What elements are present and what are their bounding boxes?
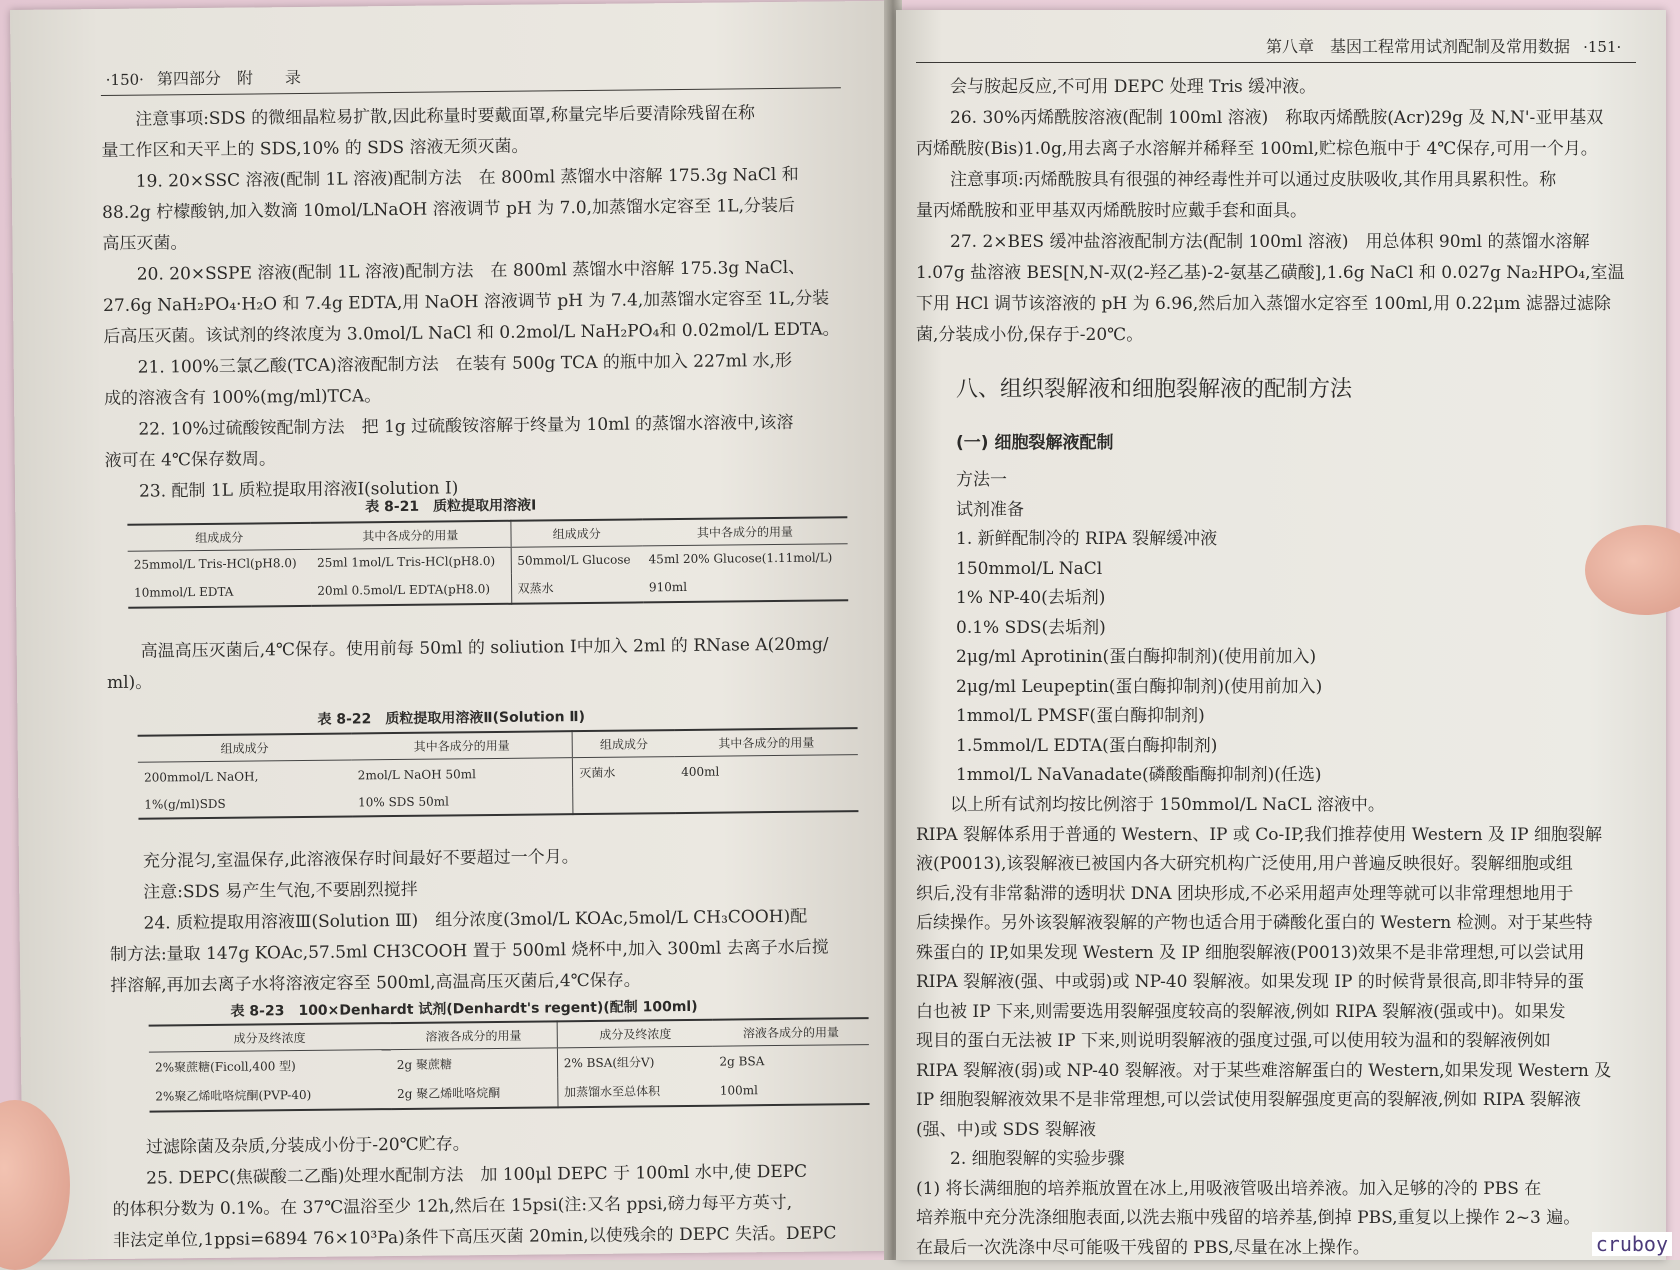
table-cell: 45ml 20% Glucose(1.11mol/L): [648, 550, 833, 567]
text-line: 2μg/ml Leupeptin(蛋白酶抑制剂)(使用前加入): [956, 676, 1323, 697]
subsection-title: (一) 细胞裂解液配制: [956, 433, 1114, 453]
text-line: 27.6g NaH₂PO₄·H₂O 和 7.4g EDTA,用 NaOH 溶液调节 pH 为 7.4,加蒸馏水定容至 1L,分装: [103, 288, 830, 317]
table-8-23-caption: 表 8-23 100×Denhardt 试剂(Denhardt's regent)(配制 100ml): [230, 998, 698, 1020]
text-line: 非法定单位,1ppsi=6894 76×10³Pa)条件下高压灭菌 20min,以使残余的 DEPC 失活。DEPC: [112, 1223, 837, 1251]
table-cell: 20ml 0.5mol/L EDTA(pH8.0): [317, 581, 491, 598]
table-cell: 2%聚乙烯吡咯烷酮(PVP-40): [155, 1087, 312, 1104]
table-8-22: [138, 727, 859, 820]
experiment-steps: [916, 1145, 1580, 1263]
table-cell: 2g 聚乙烯吡咯烷酮: [397, 1085, 501, 1102]
table-cell: [675, 784, 858, 813]
left-part-title: 第四部分 附 录: [156, 67, 302, 89]
right-page: [896, 10, 1666, 1260]
text-line: 以上所有试剂均按比例溶于 150mmol/L NaCL 溶液中。: [950, 795, 1385, 815]
text-line: 19. 20×SSC 溶液(配制 1L 溶液)配制方法 在 800ml 蒸馏水中溶解 175.3g NaCl 和: [135, 164, 799, 192]
table-header-cell: 成分及终浓度: [149, 1023, 391, 1052]
table-8-21: [127, 516, 848, 609]
table-cell: 25mmol/L Tris-HCl(pH8.0): [133, 556, 297, 572]
reagent-list: [956, 466, 1322, 791]
table-header-cell: 成分及终浓度: [557, 1020, 714, 1048]
text-line: 白也被 IP 下来,则需要选用裂解强度较高的裂解液,例如 RIPA 裂解液(强或中)。如果发: [916, 1001, 1566, 1022]
text-line: 24. 质粒提取用溶液Ⅲ(Solution Ⅲ) 组分浓度(3mol/L KOAc,5mol/L CH₃COOH)配: [143, 906, 808, 934]
table-header-cell: 溶液各成分的用量: [390, 1021, 557, 1049]
text-line: 现目的蛋白无法被 IP 下来,则说明裂解液的强度过强,可以使用较为温和的裂解液例如: [916, 1031, 1551, 1051]
text-line: 成的溶液含有 100%(mg/ml)TCA。: [103, 386, 382, 410]
text-line: RIPA 裂解液(强、中或弱)或 NP-40 裂解液。如果发现 IP 的时候背景很高,即非特异的蛋: [916, 972, 1585, 992]
text-line: 高温高压灭菌后,4℃保存。使用前每 50ml 的 soliution Ⅰ中加入 2ml 的 RNase A(20mg/: [140, 634, 829, 662]
table-cell: 400ml: [681, 764, 720, 779]
text-line: 量丙烯酰胺和亚甲基双丙烯酰胺时应戴手套和面具。: [916, 201, 1307, 221]
watermark: cruboy: [1592, 1232, 1672, 1256]
right-chapter-title: 第八章 基因工程常用试剂配制及常用数据: [1266, 37, 1571, 56]
text-line: 1.5mmol/L EDTA(蛋白酶抑制剂): [956, 735, 1218, 756]
text-line: 21. 100%三氯乙酸(TCA)溶液配制方法 在装有 500g TCA 的瓶中加入 227ml 水,形: [137, 350, 793, 378]
table-cell: 200mmol/L NaOH,: [143, 768, 259, 785]
table-cell: [573, 786, 676, 814]
table-cell: 100ml: [719, 1082, 758, 1098]
text-line: 注意事项:丙烯酰胺具有很强的神经毒性并可以通过皮肤吸收,其作用具累积性。称: [950, 170, 1557, 190]
text-line: 殊蛋白的 IP,如果发现 Western 及 IP 细胞裂解液(P0013)效果不是非常理想,可以尝试用: [916, 942, 1585, 963]
text-line: 88.2g 柠檬酸钠,加入数滴 10mol/LNaOH 溶液调节 pH 为 7.0,加蒸馏水定容至 1L,分装后: [102, 195, 796, 224]
section-title: 八、组织裂解液和细胞裂解液的配制方法: [956, 377, 1353, 402]
table-header-cell: 溶液各成分的用量: [713, 1018, 869, 1046]
table-header-cell: 组成成分: [510, 519, 642, 547]
left-text-block-4: [112, 1125, 837, 1257]
table-cell: 2% BSA(组分Ⅴ): [557, 1046, 714, 1077]
text-line: 量工作区和天平上的 SDS,10% 的 SDS 溶液无须灭菌。: [101, 136, 529, 162]
text-line: 1mmol/L PMSF(蛋白酶抑制剂): [956, 706, 1205, 726]
table-cell: 25ml 1mol/L Tris-HCl(pH8.0): [316, 553, 496, 570]
text-line: 制方法:量取 147g KOAc,57.5ml CH3COOH 置于 500ml 烧杯中,加入 300ml 去离子水后搅: [109, 937, 829, 966]
table-8-23: [149, 1017, 870, 1113]
right-page-header: [1266, 34, 1621, 57]
text-line: 过滤除菌及杂质,分装成小份于-20℃贮存。: [145, 1134, 470, 1158]
table-cell: 灭菌水: [573, 757, 676, 788]
text-line: 在最后一次洗涤中尽可能吸干残留的 PBS,尽量在冰上操作。: [916, 1237, 1370, 1258]
table-row: [149, 1074, 869, 1112]
text-line: 2μg/ml Aprotinin(蛋白酶抑制剂)(使用前加入): [956, 647, 1317, 667]
table-cell: 10mmol/L EDTA: [134, 584, 234, 600]
table-8-21-caption: 表 8-21 质粒提取用溶液Ⅰ: [365, 497, 537, 516]
text-line: 22. 10%过硫酸铵配制方法 把 1g 过硫酸铵溶解于终量为 10ml 的蒸馏水溶液中,该溶: [138, 412, 794, 440]
table-cell: 双蒸水: [511, 572, 643, 603]
left-page-number: ·150·: [105, 70, 145, 90]
table-cell: 加蒸馏水至总体积: [557, 1076, 714, 1108]
text-line: 试剂准备: [956, 499, 1024, 520]
text-line: 后续操作。另外该裂解液裂解的产物也适合用于磷酸化蛋白的 Western 检测。对于某些特: [916, 913, 1593, 933]
table-header-cell: 其中各成分的用量: [311, 521, 511, 550]
table-cell: 2%聚蔗糖(Ficoll,400 型): [155, 1059, 296, 1075]
table-cell: 910ml: [648, 579, 688, 594]
header-rule: [916, 62, 1636, 63]
text-line: 拌溶解,再加去离子水将溶液定容至 500ml,高温高压灭菌后,4℃保存。: [110, 970, 641, 997]
table-header-cell: 其中各成分的用量: [675, 728, 858, 756]
left-page: [10, 1, 903, 1260]
right-text-block-1: [916, 72, 1624, 351]
text-line: 150mmol/L NaCl: [956, 558, 1103, 579]
text-line: 1mmol/L NaVanadate(磷酸酯酶抑制剂)(任选): [956, 765, 1322, 785]
table-header-cell: 组成成分: [127, 523, 311, 551]
table-cell: 10% SDS 50ml: [357, 794, 449, 810]
left-text-block-1: [101, 97, 841, 508]
left-page-header: [106, 65, 302, 90]
text-line: 0.1% SDS(去垢剂): [956, 617, 1106, 638]
table-row: [128, 570, 848, 608]
text-line: 织后,没有非常黏滞的透明状 DNA 团块形成,不必采用超声处理等就可以非常理想地用于: [916, 883, 1574, 904]
text-line: 1. 新鲜配制冷的 RIPA 裂解缓冲液: [956, 529, 1218, 549]
table-8-22-caption: 表 8-22 质粒提取用溶液Ⅱ(Solution Ⅱ): [317, 709, 586, 728]
table-header-cell: 组成成分: [572, 730, 675, 758]
text-line: 26. 30%丙烯酰胺溶液(配制 100ml 溶液) 称取丙烯酰胺(Acr)29g 及 N,N'-亚甲基双: [950, 108, 1604, 128]
text-line: 20. 20×SSPE 溶液(配制 1L 溶液)配制方法 在 800ml 蒸馏水中溶解 175.3g NaCl、: [136, 257, 806, 285]
text-line: RIPA 裂解体系用于普通的 Western、IP 或 Co-IP,我们推荐使用 Western 及 IP 细胞裂解: [916, 824, 1602, 845]
text-line: 菌,分装成小份,保存于-20℃。: [916, 325, 1144, 345]
text-line: 2. 细胞裂解的实验步骤: [950, 1149, 1125, 1169]
table-cell: 1%(g/ml)SDS: [144, 796, 226, 812]
table-cell: 50mmol/L Glucose: [511, 546, 643, 574]
text-line: 充分混匀,室温保存,此溶液保存时间最好不要超过一个月。: [142, 847, 579, 872]
text-line: (强、中)或 SDS 裂解液: [916, 1119, 1096, 1140]
text-line: 液(P0013),该裂解液已被国内各大研究机构广泛使用,用户普遍反映很好。裂解细胞或组: [916, 854, 1573, 874]
left-text-block-3: [109, 839, 829, 1002]
text-line: 高压灭菌。: [102, 233, 188, 255]
text-line: 注意:SDS 易产生气泡,不要剧烈搅拌: [143, 879, 418, 903]
text-line: 会与胺起反应,不可用 DEPC 处理 Tris 缓冲液。: [950, 77, 1317, 97]
table-header-cell: 其中各成分的用量: [351, 731, 572, 760]
text-line: 23. 配制 1L 质粒提取用溶液Ⅰ(solution Ⅰ): [138, 478, 459, 502]
text-line: 27. 2×BES 缓冲盐溶液配制方法(配制 100ml 溶液) 用总体积 90ml 的蒸馏水溶解: [950, 232, 1590, 252]
table-header-cell: 组成成分: [138, 733, 352, 762]
text-line: 注意事项:SDS 的微细晶粒易扩散,因此称量时要戴面罩,称量完毕后要清除残留在称: [135, 103, 756, 130]
text-line: RIPA 裂解液(弱)或 NP-40 裂解液。对于某些难溶解蛋白的 Western,如果发现 Western 及: [916, 1060, 1612, 1081]
table-cell: 2g BSA: [719, 1053, 765, 1069]
text-line: 液可在 4℃保存数周。: [104, 449, 277, 472]
table-cell: 2g 聚蔗糖: [396, 1057, 452, 1073]
text-line: 方法一: [956, 470, 1007, 490]
text-line: 1% NP-40(去垢剂): [956, 588, 1106, 608]
table-header-cell: 其中各成分的用量: [642, 517, 847, 546]
text-line: 的体积分数为 0.1%。在 37℃温浴至少 12h,然后在 15psi(注:又名 ppsi,磅力每平方英寸,: [112, 1192, 793, 1220]
left-text-block-2: [107, 629, 829, 699]
table-cell: 2mol/L NaOH 50ml: [357, 766, 477, 782]
text-line: 培养瓶中充分洗涤细胞表面,以洗去瓶中残留的培养基,倒掉 PBS,重复以上操作 2~3 遍。: [916, 1208, 1581, 1228]
text-line: 1.07g 盐溶液 BES[N,N-双(2-羟乙基)-2-氨基乙磺酸],1.6g NaCl 和 0.027g Na₂HPO₄,室温: [916, 263, 1625, 283]
text-line: ml)。: [106, 672, 153, 694]
right-page-number: ·151·: [1583, 38, 1622, 56]
text-line: 下用 HCl 调节该溶液的 pH 为 6.96,然后加入蒸馏水定容至 100ml,用 0.22μm 滤器过滤除: [916, 294, 1611, 314]
text-line: 25. DEPC(焦碳酸二乙酯)处理水配制方法 加 100μl DEPC 于 100ml 水中,使 DEPC: [146, 1161, 808, 1189]
text-line: IP 细胞裂解液效果不是非常理想,可以尝试使用裂解强度更高的裂解液,例如 RIPA 裂解液: [916, 1090, 1581, 1110]
text-line: 丙烯酰胺(Bis)1.0g,用去离子水溶解并稀释至 100ml,贮棕色瓶中于 4℃保存,可用一个月。: [916, 139, 1598, 159]
text-line: 后高压灭菌。该试剂的终浓度为 3.0mol/L NaCl 和 0.2mol/L NaH₂PO₄和 0.02mol/L EDTA。: [103, 319, 840, 348]
text-line: (1) 将长满细胞的培养瓶放置在冰上,用吸液管吸出培养液。加入足够的冷的 PBS 在: [916, 1178, 1542, 1199]
right-text-block-2: [916, 791, 1611, 1145]
